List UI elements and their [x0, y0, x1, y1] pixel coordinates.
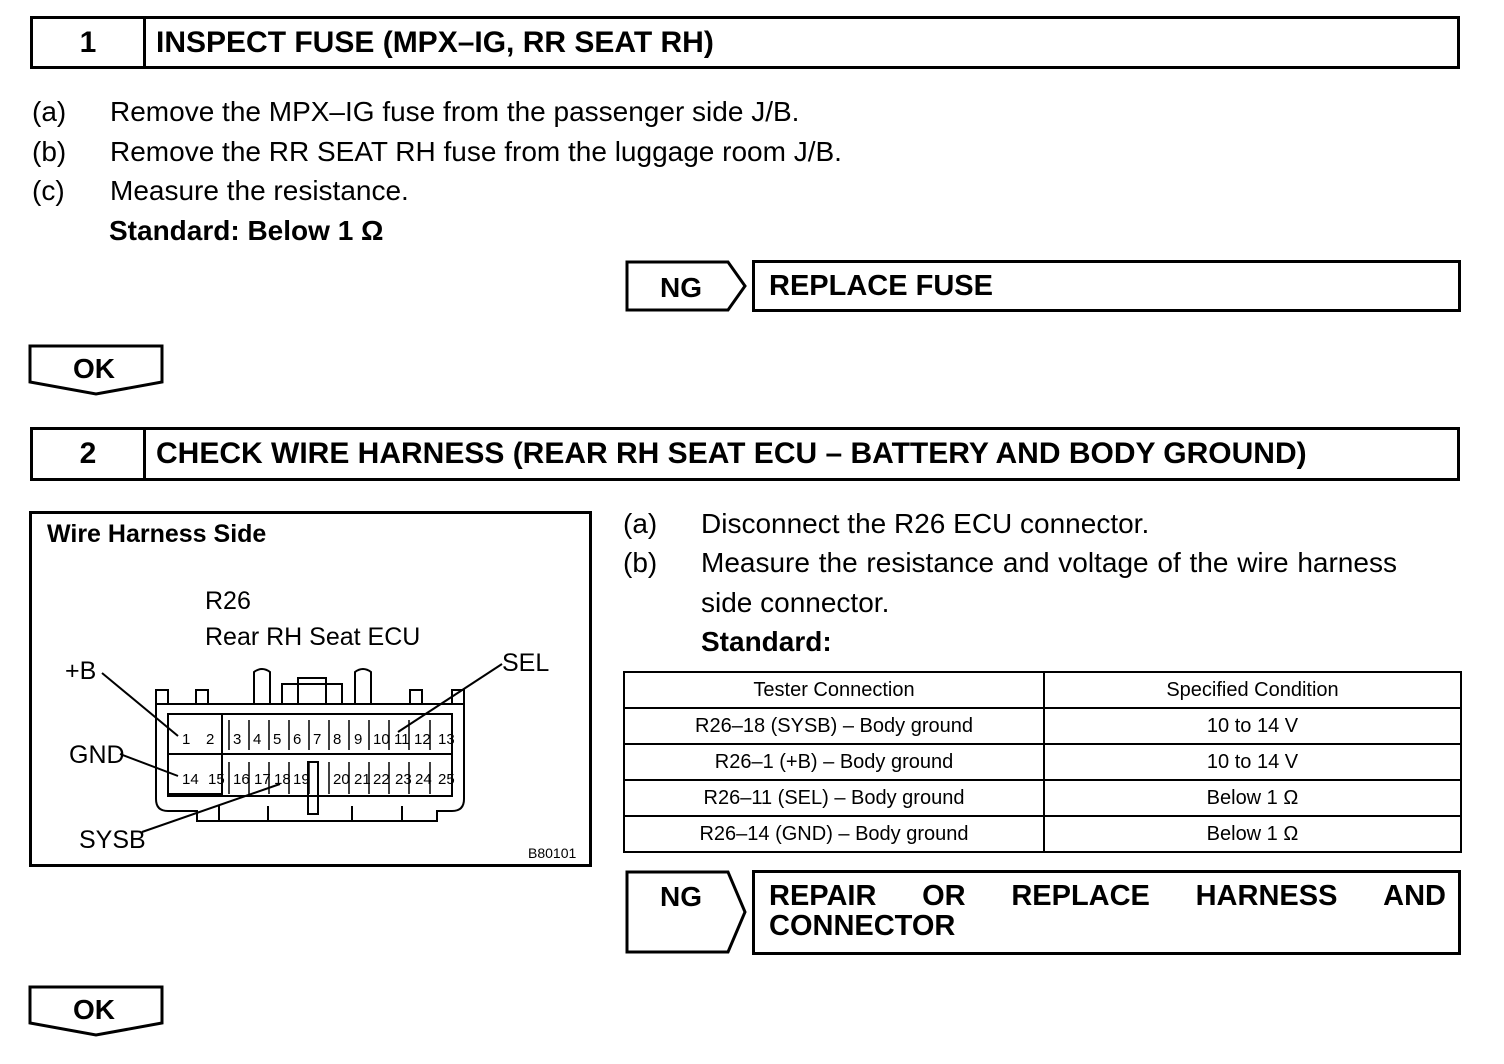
pin-number: 3 [233, 731, 242, 748]
pin-number: 12 [414, 731, 431, 748]
step1-ng-arrow [625, 260, 750, 312]
ng-action-word: OR [922, 880, 966, 912]
step2-item-b-cont: side connector. [701, 587, 890, 618]
connector-body [102, 664, 502, 832]
pin-number: 11 [394, 731, 410, 748]
pin-number: 19 [293, 771, 310, 788]
table-header-cell: Tester Connection [624, 672, 1044, 708]
ng-action-word: AND [1383, 880, 1446, 912]
pin-number: 10 [373, 731, 390, 748]
table-cell: R26–1 (+B) – Body ground [624, 744, 1044, 780]
pin-number: 24 [415, 771, 432, 788]
item-label: (a) [32, 96, 67, 127]
pin-number: 17 [254, 771, 271, 788]
pin-number: 14 [182, 771, 199, 788]
table-cell: 10 to 14 V [1044, 744, 1461, 780]
pin-number: 20 [333, 771, 350, 788]
pin-number: 16 [233, 771, 250, 788]
step2-ok-label: OK [73, 994, 115, 1025]
ng-action-word: REPAIR [769, 880, 877, 912]
table-cell: R26–14 (GND) – Body ground [624, 816, 1044, 852]
step1-standard: Standard: Below 1 Ω [109, 215, 384, 246]
figure-title: Wire Harness Side [47, 520, 267, 548]
pin-number: 9 [354, 731, 363, 748]
pin-number: 18 [274, 771, 291, 788]
table-row [624, 744, 1461, 780]
callout-sel: SEL [502, 649, 550, 677]
item-text: Disconnect the R26 ECU connector. [701, 508, 1150, 539]
pin-number: 23 [395, 771, 412, 788]
table-cell: Below 1 Ω [1044, 816, 1461, 852]
pin-number: 21 [354, 771, 371, 788]
pin-number: 25 [438, 771, 455, 788]
pin-number: 6 [293, 731, 302, 748]
ng-action-word: HARNESS [1195, 880, 1338, 912]
pin-number: 15 [208, 771, 225, 788]
step2-ng-action-box [752, 870, 1461, 955]
pin-number: 13 [438, 731, 455, 748]
item-text: Measure the resistance and voltage of the wire harness [701, 547, 1397, 578]
table-row [624, 708, 1461, 744]
figure-code: B80101 [528, 845, 577, 861]
pin-number: 5 [273, 731, 282, 748]
callout-gnd: GND [69, 741, 125, 769]
callout-sysb: SYSB [79, 826, 146, 854]
item-label: (a) [623, 508, 658, 539]
step1-number: 1 [33, 19, 146, 66]
step2-ng-arrow [625, 870, 750, 955]
table-row [624, 816, 1461, 852]
step1-header [30, 16, 1460, 69]
step2-header [30, 427, 1460, 481]
item-label: (c) [32, 175, 65, 206]
step2-number: 2 [33, 430, 146, 478]
pin-number: 2 [206, 731, 215, 748]
spec-table [623, 671, 1462, 853]
ng-action-word: REPLACE [1011, 880, 1150, 912]
pin-number: 8 [333, 731, 342, 748]
table-cell: R26–18 (SYSB) – Body ground [624, 708, 1044, 744]
step1-ng-label: NG [660, 272, 702, 303]
table-cell: 10 to 14 V [1044, 708, 1461, 744]
step1-ng-action-box [752, 260, 1461, 312]
step2-title: CHECK WIRE HARNESS (REAR RH SEAT ECU – BATTERY AND BODY GROUND) [156, 437, 1307, 470]
step1-ng-action: REPLACE FUSE [769, 270, 993, 302]
step1-title: INSPECT FUSE (MPX–IG, RR SEAT RH) [156, 25, 714, 59]
step2-standard-label: Standard: [701, 626, 832, 657]
item-label: (b) [623, 547, 658, 578]
table-cell: R26–11 (SEL) – Body ground [624, 780, 1044, 816]
step2-ng-action-line2: CONNECTOR [769, 910, 956, 942]
pin-number: 4 [253, 731, 262, 748]
connector-id: R26 [205, 587, 251, 615]
item-text: Remove the MPX–IG fuse from the passenger side J/B. [110, 96, 800, 127]
table-header-row [624, 672, 1461, 708]
table-row [624, 780, 1461, 816]
step1-ok-tab [28, 344, 166, 396]
connector-name: Rear RH Seat ECU [205, 623, 421, 651]
callout-plus-b: +B [65, 657, 97, 685]
wire-harness-figure [29, 511, 592, 867]
connector-diagram [32, 514, 589, 864]
step2-ok-tab [28, 985, 166, 1037]
item-label: (b) [32, 136, 67, 167]
step2-ng-label: NG [660, 881, 702, 912]
pin-number: 7 [313, 731, 322, 748]
pin-number: 1 [182, 731, 191, 748]
step2-ng-action-line1 [769, 881, 1446, 911]
table-cell: Below 1 Ω [1044, 780, 1461, 816]
pin-number: 22 [373, 771, 390, 788]
table-header-cell: Specified Condition [1044, 672, 1461, 708]
item-text: Measure the resistance. [110, 175, 409, 206]
item-text: Remove the RR SEAT RH fuse from the luggage room J/B. [110, 136, 842, 167]
step1-ok-label: OK [73, 353, 115, 384]
